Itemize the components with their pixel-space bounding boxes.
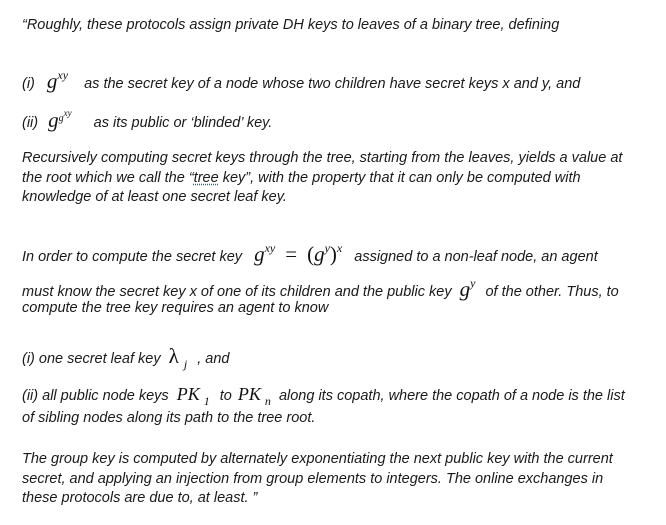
pk1-formula xyxy=(176,384,210,408)
para3-line2-pre: must know the secret key x of one of its children and the public key xyxy=(22,284,452,300)
paren-open: ( xyxy=(307,242,315,266)
item-i-line xyxy=(22,66,580,93)
spellcheck-word-tree: tree xyxy=(193,170,219,186)
para5-line2 xyxy=(22,470,603,488)
inner-base-g: g xyxy=(314,242,325,266)
public-key-gy-formula xyxy=(460,277,476,301)
tree-secret-key-formula xyxy=(254,242,342,266)
formula-base-g: g xyxy=(459,277,471,301)
para5-line3 xyxy=(22,489,257,507)
item-ii-label: (ii) xyxy=(22,115,39,131)
formula-exponent-xy: xy xyxy=(57,68,69,82)
para3-line2-post: of the other. Thus, to xyxy=(485,284,619,300)
list-i-text: (i) one secret leaf key xyxy=(22,351,161,367)
formula-base-g: g xyxy=(46,69,58,93)
intro-line xyxy=(22,16,559,34)
list-ii-mid: to xyxy=(219,388,232,404)
list-ii-line2-text: of sibling nodes along its path to the tree root. xyxy=(22,410,316,426)
formula-base-g: g xyxy=(48,108,59,132)
lambda-symbol: λ xyxy=(168,344,179,368)
para3-line1-post: assigned to a non-leaf node, an agent xyxy=(354,249,598,265)
pk-subscript-n: n xyxy=(264,394,271,408)
outer-exponent-x: x xyxy=(336,241,343,255)
list-item-ii-line2 xyxy=(22,409,315,427)
list-item-ii xyxy=(22,385,625,410)
pk-subscript-1: 1 xyxy=(203,394,210,408)
item-i-label: (i) xyxy=(22,76,35,92)
para2-line2 xyxy=(22,169,581,187)
lambda-subscript-j: j xyxy=(183,357,188,371)
para3-line1-pre: In order to compute the secret key xyxy=(22,249,243,265)
pkn-formula xyxy=(237,384,271,408)
para3-line2 xyxy=(22,274,619,301)
para2-line2-pre: the root which we call the “ xyxy=(22,170,194,186)
para2-line1-text: Recursively computing secret keys through the tree, starting from the leaves, yields a value at xyxy=(22,150,623,166)
para3-line3 xyxy=(22,299,328,317)
public-key-formula xyxy=(48,108,72,132)
list-i-post: , and xyxy=(197,351,230,367)
equals-sign: = xyxy=(285,242,298,266)
paren-close: ) xyxy=(329,242,337,266)
para2-line2-post: key”, with the property that it can only be computed with xyxy=(218,170,581,186)
inner-exponent-y: y xyxy=(324,241,330,255)
list-ii-pre: (ii) all public node keys xyxy=(22,388,169,404)
para5-line1 xyxy=(22,450,613,468)
item-ii-line xyxy=(22,104,272,132)
para2-line3 xyxy=(22,188,287,206)
list-item-i xyxy=(22,344,230,373)
formula-exponent-g xyxy=(58,108,72,124)
intro-text: “Roughly, these protocols assign private DH keys to leaves of a binary tree, defining xyxy=(22,17,560,33)
exponent-xy: xy xyxy=(63,108,72,118)
list-ii-post: along its copath, where the copath of a node is the list xyxy=(278,388,625,404)
formula-base-g: g xyxy=(254,242,265,266)
para3-line3-text: compute the tree key requires an agent to know xyxy=(22,300,329,316)
para5-line3-text: these protocols are due to, at least. ” xyxy=(22,490,258,506)
secret-key-formula xyxy=(47,69,68,93)
pk-letters: PK xyxy=(237,384,261,404)
para2-line3-text: knowledge of at least one secret leaf key. xyxy=(22,189,287,205)
item-ii-text: as its public or ‘blinded’ key. xyxy=(93,115,273,131)
formula-exponent-y: y xyxy=(470,276,476,290)
leaf-key-lambda-formula xyxy=(168,344,188,371)
para2-line1 xyxy=(22,149,622,167)
para3-line1 xyxy=(22,239,598,266)
para5-line2-text: secret, and applying an injection from group elements to integers. The online exchanges in xyxy=(22,471,604,487)
exponent-g: g xyxy=(58,113,64,124)
pk-letters: PK xyxy=(176,384,200,404)
item-i-text: as the secret key of a node whose two children have secret keys x and y, and xyxy=(84,76,581,92)
para5-line1-text: The group key is computed by alternately exponentiating the next public key with the current xyxy=(22,451,613,467)
formula-exponent-xy: xy xyxy=(264,241,276,255)
